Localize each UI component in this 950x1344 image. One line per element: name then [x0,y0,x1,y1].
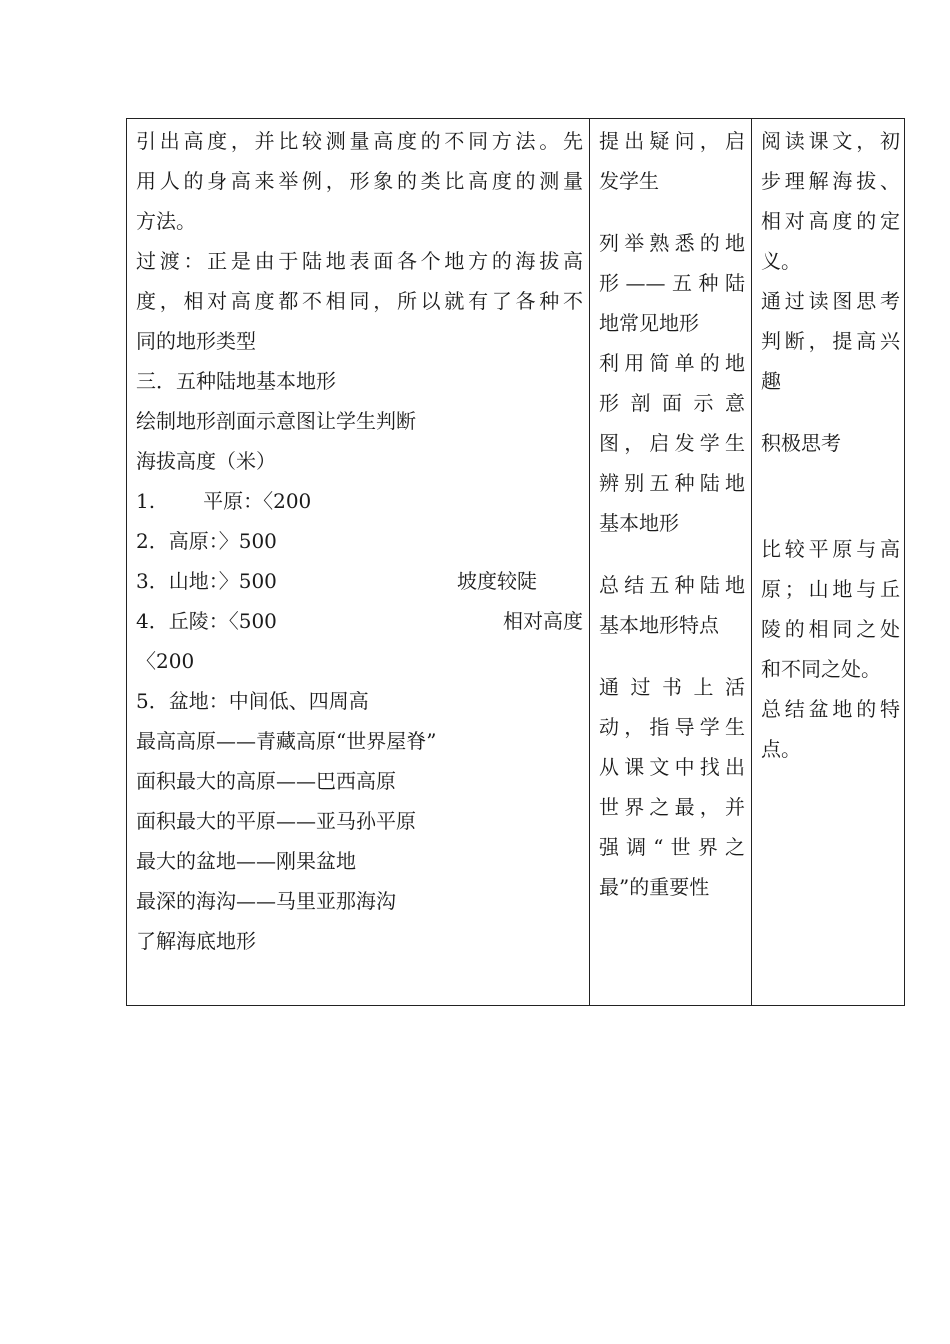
teacher-line: 基本地形 [599,511,679,535]
transition-line: 过渡：正是由于陆地表面各个地方的海拔高 [136,249,583,273]
teacher-line: 从课文中找出 [599,755,745,779]
item-continuation: 〈200 [136,649,195,673]
student-activity-cell [752,119,905,1006]
lesson-plan-table [126,118,905,1006]
transition-line: 同的地形类型 [136,329,256,353]
fact-line: 了解海底地形 [136,929,256,953]
teacher-line: 提出疑问，启 [599,129,745,153]
draw-note: 绘制地形剖面示意图让学生判断 [136,409,416,433]
teacher-line: 总结五种陆地 [599,573,745,597]
teacher-line: 基本地形特点 [599,613,719,637]
student-line: 点。 [761,737,801,761]
student-line: 相对高度的定 [761,209,900,233]
table-row [127,119,905,1006]
fact-line: 最深的海沟——马里亚那海沟 [136,889,396,913]
student-line: 总结盆地的特 [761,697,900,721]
student-line: 义。 [761,249,801,273]
student-line: 步理解海拔、 [761,169,900,193]
landform-item-2: 2．高原：〉500 [136,529,277,553]
item-text: 平原：〈200 [203,489,312,513]
item-note: 相对高度 [503,609,583,633]
item-text: 3．山地：〉500 [136,569,277,593]
teacher-line: 强调“世界之 [599,835,745,859]
student-line: 趣 [761,369,781,393]
fact-line: 最大的盆地——刚果盆地 [136,849,356,873]
content-line: 用人的身高来举例，形象的类比高度的测量 [136,169,583,193]
teacher-line: 形剖面示意 [599,391,745,415]
teacher-activity-cell [590,119,752,1006]
altitude-label: 海拔高度（米） [136,449,276,473]
fact-line: 最高高原——青藏高原“世界屋脊” [136,729,437,753]
landform-item-3 [136,561,583,601]
teacher-line: 发学生 [599,169,659,193]
teacher-line: 最”的重要性 [599,875,710,899]
item-text: 4．丘陵：〈500 [136,609,277,633]
item-note: 坡度较陡 [457,569,537,593]
content-line: 引出高度，并比较测量高度的不同方法。先 [136,129,583,153]
content-cell [127,119,590,1006]
teacher-line: 世界之最，并 [599,795,745,819]
teacher-line: 通过书上活 [599,675,745,699]
student-line: 和不同之处。 [761,657,881,681]
teacher-line: 图，启发学生 [599,431,745,455]
student-line: 原；山地与丘 [761,577,900,601]
teacher-line: 利用简单的地 [599,351,745,375]
teacher-line: 动，指导学生 [599,715,745,739]
teacher-line: 地常见地形 [599,311,699,335]
section-title: 三．五种陆地基本地形 [136,369,336,393]
student-line: 积极思考 [761,431,841,455]
student-line: 通过读图思考 [761,289,900,313]
student-line: 阅读课文，初 [761,129,900,153]
content-line: 方法。 [136,209,196,233]
teacher-line: 列举熟悉的地 [599,231,745,255]
student-line: 比较平原与高 [761,537,900,561]
landform-item-5: 5．盆地：中间低、四周高 [136,689,369,713]
transition-line: 度，相对高度都不相同，所以就有了各种不 [136,289,583,313]
fact-line: 面积最大的平原——亚马孙平原 [136,809,416,833]
fact-line: 面积最大的高原——巴西高原 [136,769,396,793]
item-number: 1. [136,489,156,513]
student-line: 判断，提高兴 [761,329,900,353]
student-line: 陵的相同之处 [761,617,900,641]
teacher-line: 形——五种陆 [599,271,745,295]
teacher-line: 辨别五种陆地 [599,471,745,495]
landform-item-1 [136,481,583,521]
landform-item-4 [136,601,583,641]
